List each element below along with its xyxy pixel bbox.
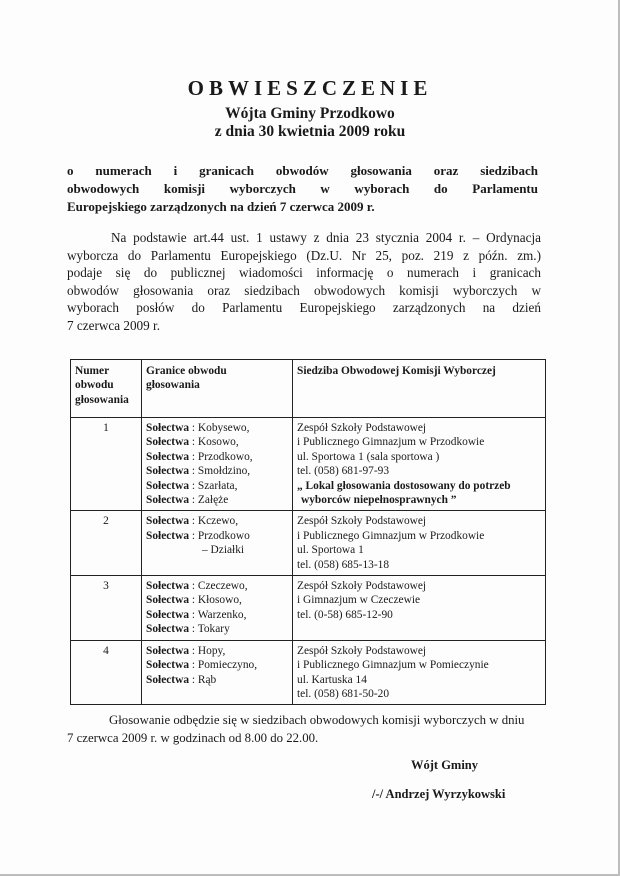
subject-line: o numerach i granicach obwodów głosowania oraz siedzibach — [67, 163, 538, 178]
table-row — [71, 511, 546, 576]
subject-line: Europejskiego zarządzonych na dzień 7 czerwca 2009 r. — [67, 199, 375, 214]
district-number: 1 — [71, 418, 142, 511]
seat-line: tel. (058) 685-13-18 — [297, 558, 390, 571]
district-villages — [142, 640, 293, 705]
document-title: OBWIESZCZENIE — [187, 76, 433, 100]
village-entry: Sołectwa : Przodkowo, — [146, 450, 253, 463]
village-entry: – Działki — [202, 544, 245, 557]
district-villages — [142, 418, 293, 511]
paragraph-line: wyborcza do Parlamentu Europejskiego (Dz.U. Nr 25, poz. 219 z późn. zm.) — [67, 247, 541, 263]
paragraph-line: obwodów głosowania oraz siedzibach obwodowych komisji wyborczych w — [67, 282, 541, 298]
village-entry: Sołectwa : Hopy, — [146, 644, 226, 657]
paragraph-line: Na podstawie art.44 ust. 1 ustawy z dnia 23 stycznia 2004 r. – Ordynacja — [111, 230, 541, 245]
accessibility-note: „ Lokal głosowania dostosowany do potrzeb — [297, 479, 511, 492]
voting-hours-paragraph — [67, 711, 547, 747]
header-commission-seat: Siedziba Obwodowej Komisji Wyborczej — [293, 360, 546, 418]
paragraph-line: wyborach posłów do Parlamentu Europejskiego zarządzonych na dzień — [67, 300, 541, 315]
village-entry: Sołectwa : Kosowo, — [146, 436, 239, 449]
village-entry: Sołectwa : Tokary — [146, 623, 230, 636]
voting-districts-table — [70, 359, 546, 705]
seat-line: i Publicznego Gimnazjum w Pomieczynie — [297, 659, 489, 672]
signature-role: Wójt Gminy — [411, 758, 479, 772]
subject-line: obwodowych komisji wyborczych w wyborach do Parlamentu — [67, 181, 538, 196]
table-row — [71, 640, 546, 705]
village-entry: Sołectwa : Szarłata, — [146, 479, 238, 492]
table-row — [71, 576, 546, 641]
header-district-boundaries: Granice obwodu głosowania — [142, 360, 293, 418]
table-header-row — [71, 360, 546, 418]
seat-line: ul. Kartuska 14 — [297, 673, 367, 686]
village-entry: Sołectwa : Kobysewo, — [146, 422, 250, 434]
table-row — [71, 418, 546, 511]
village-entry: Sołectwa : Przodkowo — [146, 529, 250, 542]
seat-line: Zespół Szkoły Podstawowej — [297, 422, 427, 434]
village-entry: Sołectwa : Czeczewo, — [146, 580, 248, 593]
village-entry: Sołectwa : Kczewo, — [146, 515, 239, 528]
seat-line: Zespół Szkoły Podstawowej — [297, 515, 427, 528]
seat-line: i Publicznego Gimnazjum w Przodkowie — [297, 529, 485, 542]
district-number: 4 — [71, 640, 142, 705]
legal-basis-paragraph — [67, 229, 541, 334]
accessibility-note: wyborców niepełnosprawnych ” — [301, 494, 457, 507]
header-district-number: Numer obwodu głosowania — [71, 360, 142, 418]
signature-name: /-/ Andrzej Wyrzykowski — [372, 787, 506, 801]
village-entry: Sołectwa : Pomieczyno, — [146, 659, 258, 672]
document-subject — [67, 162, 538, 216]
seat-line: ul. Sportowa 1 (sala sportowa ) — [297, 450, 440, 463]
seat-line: i Gimnazjum w Czeczewie — [297, 594, 421, 607]
village-entry: Sołectwa : Rąb — [146, 673, 217, 686]
village-entry: Sołectwa : Załęże — [146, 494, 229, 507]
village-entry: Sołectwa : Warzenko, — [146, 608, 247, 621]
seat-line: i Publicznego Gimnazjum w Przodkowie — [297, 436, 485, 449]
seat-line: tel. (058) 681-97-93 — [297, 465, 390, 478]
paragraph-line: podaje się do publicznej wiadomości informację o numerach i granicach — [67, 265, 541, 280]
seat-line: Zespół Szkoły Podstawowej — [297, 580, 427, 593]
village-entry: Sołectwa : Kłosowo, — [146, 594, 242, 607]
seat-line: tel. (058) 681-50-20 — [297, 687, 390, 700]
district-villages — [142, 576, 293, 641]
seat-line: tel. (0-58) 685-12-90 — [297, 608, 393, 621]
seat-line: ul. Sportowa 1 — [297, 544, 364, 557]
commission-seat — [293, 640, 546, 705]
village-entry: Sołectwa : Smołdzino, — [146, 465, 251, 478]
paragraph-line: Głosowanie odbędzie się w siedzibach obwodowych komisji wyborczych w dniu — [109, 713, 525, 727]
document-issuer: Wójta Gminy Przodkowo — [225, 105, 395, 122]
seat-line: Zespół Szkoły Podstawowej — [297, 644, 427, 657]
district-villages — [142, 511, 293, 576]
document-date: z dnia 30 kwietnia 2009 roku — [214, 123, 406, 140]
paragraph-line: 7 czerwca 2009 r. — [67, 317, 161, 333]
commission-seat — [293, 511, 546, 576]
commission-seat — [293, 576, 546, 641]
district-number: 2 — [71, 511, 142, 576]
district-number: 3 — [71, 576, 142, 641]
commission-seat — [293, 418, 546, 511]
paragraph-line: 7 czerwca 2009 r. w godzinach od 8.00 do 22.00. — [67, 731, 319, 745]
